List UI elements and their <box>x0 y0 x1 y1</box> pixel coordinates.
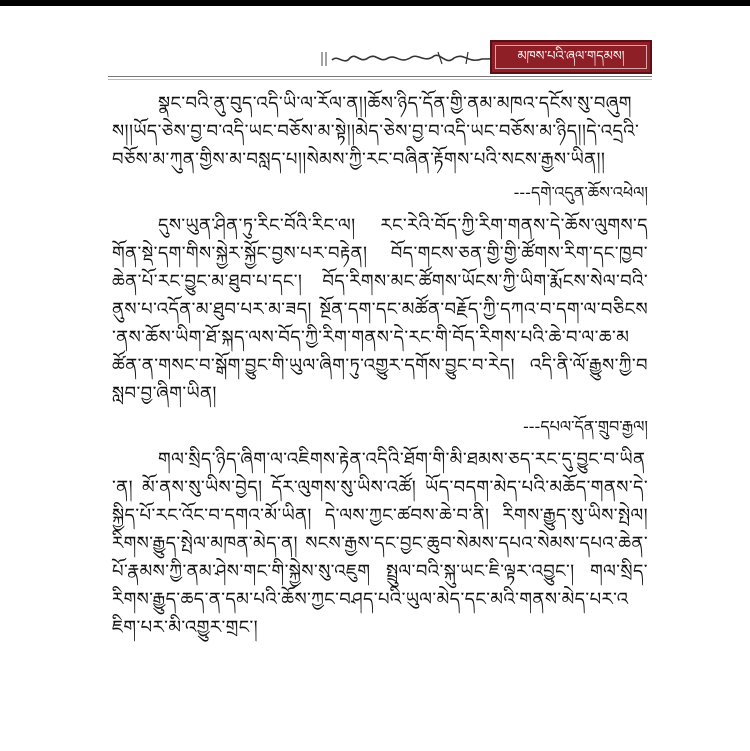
attribution-1: ---དགེ་འདུན་ཆོས་འཕེལ། <box>513 183 648 202</box>
main-content <box>112 84 648 642</box>
badge-inner-frame <box>495 45 647 69</box>
paragraph-3: གལ་སྲིད་ཉིད་ཞིག་ལ་འཇིགས་རྟེན་འདིའི་ཐོག་གི་མི་ཐམས་ཅད་རང་དུ་བྱུང་བ་ཡིན་ན། མོ་ནས་སུ་ཡིས་བྱེད། དོར་ལུགས་སུ་ཡིས་འཚོ། ཡོད་བདག་མེད་པའི་མཆོད་གནས་དེ་སྐྱིད་པོ་རང་འོང་བ་དགའ་མོ་ཡིན། དེ་ལས་ཀྱང་ཚབས་ཆེ་བ་ནི། རིགས་རྒྱུད་སུ་ཡིས་སྤེལ། རིགས་རྒྱུད་སྤེལ་མཁན་མེད་ན། སངས་རྒྱས་དང་བྱང་ཆུབ་སེམས་དཔའ་སེམས་དཔའ་ཆེན་པོ་རྣམས་ཀྱི་ནམ་ཤེས་གང་གི་སྐྱེས་སུ་འཇུག སྤྲུལ་བའི་སྐུ་ཡང་ཇི་ལྟར་འབྱུང་། གལ་སྲིད་རིགས་རྒྱུད་ཆད་ན་དམ་པའི་ཆོས་ཀྱང་བཤད་པའི་ཡུལ་མེད་དང་མའི་གནས་མེད་པར་འཇིག་པར་མི་འགྱུར་གྲང་། <box>112 449 648 638</box>
paragraph-2: དུས་ཡུན་ཤིན་ཏུ་རིང་བོའི་རིང་ལ། རང་རེའི་བོད་ཀྱི་རིག་གནས་དེ་ཆོས་ལུགས་དགོན་སྡེ་དག་གིས་སྐྱེར་སྐྱོང་བྱས་པར་བརྟེན། བོད་གངས་ཅན་གྱི་གྱི་ཚོགས་རིག་དང་ཁྱབ་ཆེན་པོ་རང་བྱུང་མ་ཐུབ་པ་དང་། བོད་རིགས་མང་ཚོགས་ཡོངས་ཀྱི་ཡིག་རྨོངས་སེལ་བའི་ནུས་པ་འདོན་མ་ཐུབ་པར་མ་ཟད། སྔོན་དག་དང་མཚོན་བརྗོད་ཀྱི་དཀའ་བ་དག་ལ་བཅིངས་ནས་ཆོས་ཡིག་ཐོ་སྐད་ལས་བོད་ཀྱི་རིག་གནས་དེ་རང་གི་བོད་རིགས་པའི་ཆེ་བ་ལ་ཆ་མཚོན་ན་གསང་བ་སྒོག་བྱུང་གི་ཡུལ་ཞིག་ཏུ་འགྱུར་དགོས་བྱུང་བ་རེད། འདི་ནི་ལོ་རྒྱུས་ཀྱི་བསླབ་བྱ་ཞིག་ཡིན། <box>112 215 648 404</box>
header-badge-text: མཁས་པའི་ཞལ་གདམས། <box>517 49 625 64</box>
page-header <box>108 40 652 76</box>
top-edge-bar <box>0 0 750 6</box>
header-title-badge <box>490 40 652 74</box>
header-rule-secondary <box>108 79 652 80</box>
paragraph-1: སྣང་བའི་ནུ་བུད་འདི་ཡི་ལ་རོལ་ན།།ཆོས་ཉིད་དོན་གྱི་ནམ་མཁའ་དངོས་སུ་བཞུགས།།ཡོད་ཅེས་བྱ་བ་འདི་ཡང་བཅོས་མ་སྟེ།།མེད་ཅེས་བྱ་བ་འདི་ཡང་བཅོས་མ་ཉིད།།དེ་འདྲའི་བཅོས་མ་ཀུན་གྱིས་མ་བསླད་པ།།སེམས་ཀྱི་རང་བཞིན་རྟོགས་པའི་སངས་རྒྱས་ཡིན།། <box>112 93 640 170</box>
header-rule <box>108 76 652 77</box>
attribution-2: ---དཔལ་དོན་གྲུབ་རྒྱལ། <box>523 417 648 436</box>
